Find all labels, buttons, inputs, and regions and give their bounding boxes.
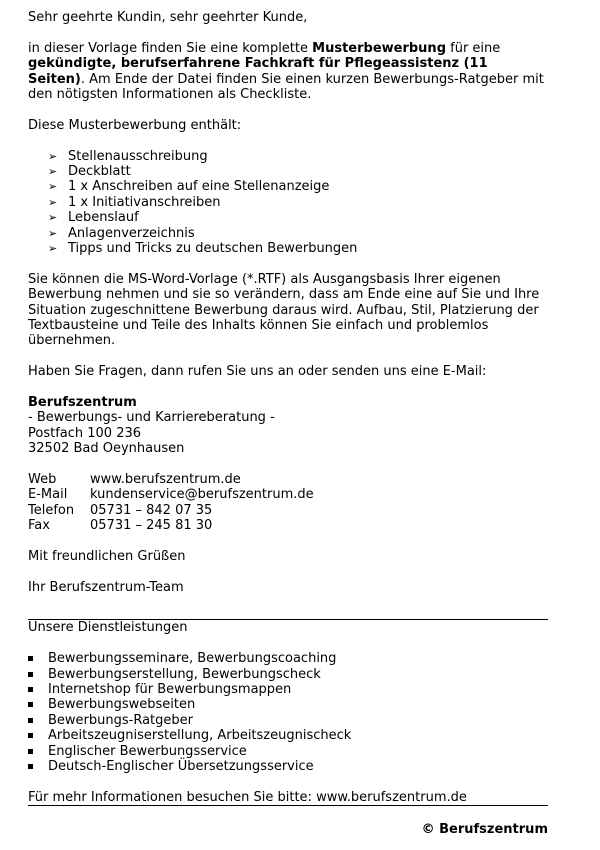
list-item: ➢ 1 x Anschreiben auf eine Stellenanzeige [48, 179, 330, 195]
services-list [28, 651, 548, 774]
fax-number: 05731 – 245 81 30 [90, 518, 213, 534]
contact-label: E-Mail [28, 487, 68, 503]
list-item: Bewerbungserstellung, Bewerbungscheck [28, 667, 548, 682]
contact-row-phone [28, 503, 548, 518]
more-info-line: Für mehr Informationen besuchen Sie bitte: www.berufszentrum.de [28, 789, 467, 805]
square-bullet-icon [28, 672, 33, 677]
square-bullet-icon [28, 656, 33, 661]
contact-row-web [28, 472, 548, 487]
square-bullet-icon [28, 718, 33, 723]
greeting: Sehr geehrte Kundin, sehr geehrter Kunde, [28, 10, 308, 25]
square-bullet-icon [28, 733, 33, 738]
arrow-bullet-icon: ➢ [48, 211, 58, 225]
list-item: Bewerbungsseminare, Bewerbungscoaching [28, 651, 548, 666]
arrow-bullet-icon: ➢ [48, 165, 58, 179]
contains-heading: Diese Musterbewerbung enthält: [28, 117, 242, 133]
contents-list [28, 149, 548, 257]
square-bullet-icon [28, 749, 33, 754]
list-item: Englischer Bewerbungsservice [28, 744, 548, 759]
document-page [28, 10, 548, 838]
intro-bold-1: Musterbewerbung [312, 40, 446, 56]
list-item: ➢ Lebenslauf [48, 210, 139, 226]
list-item: ➢ Stellenausschreibung [48, 148, 208, 164]
contact-block [28, 472, 548, 534]
list-item: ➢ Tipps und Tricks zu deutschen Bewerbungen [48, 241, 358, 257]
list-item: Internetshop für Bewerbungsmappen [28, 682, 548, 697]
intro-text-2: für eine [446, 40, 501, 56]
website-link[interactable]: www.berufszentrum.de [90, 472, 241, 488]
intro-text-3: . Am Ende der Datei finden Sie einen kurzen Bewerbungs-Ratgeber mit den nötigsten Informationen als Checkliste. [28, 71, 544, 103]
email-link[interactable]: kundenservice@berufszentrum.de [90, 487, 314, 503]
company-name: Berufszentrum [28, 395, 137, 411]
contact-row-email [28, 487, 548, 502]
square-bullet-icon [28, 687, 33, 692]
word-template-paragraph: Sie können die MS-Word-Vorlage (*.RTF) als Ausgangsbasis Ihrer eigenen Bewerbung nehmen und sie so verändern, dass am Ende eine auf Sie und Ihre Situation zugeschnittene Bewerbung daraus wird. Aufbau, Stil, Platzierung der Textbausteine und Teile des Inhalts können Sie einfach und problemlos übernehmen. [28, 271, 540, 349]
arrow-bullet-icon: ➢ [48, 149, 58, 163]
contact-label: Fax [28, 518, 50, 534]
signature: Ihr Berufszentrum-Team [28, 579, 184, 595]
address-block [28, 395, 548, 457]
contact-label: Web [28, 472, 57, 488]
phone-number: 05731 – 842 07 35 [90, 502, 213, 518]
list-item: Deutsch-Englischer Übersetzungsservice [28, 759, 548, 774]
list-item: ➢ 1 x Initiativanschreiben [48, 194, 221, 210]
square-bullet-icon [28, 702, 33, 707]
intro-paragraph [28, 41, 548, 103]
contact-row-fax [28, 518, 548, 533]
arrow-bullet-icon: ➢ [48, 226, 58, 240]
intro-bold-2: gekündigte, berufserfahrene Fachkraft für Pflegeassistenz (11 Seiten) [28, 56, 488, 87]
arrow-bullet-icon: ➢ [48, 180, 58, 194]
intro-text-1: in dieser Vorlage finden Sie eine komplette [28, 40, 313, 56]
postbox: Postfach 100 236 [28, 425, 142, 441]
contact-label: Telefon [28, 502, 75, 518]
city: 32502 Bad Oeynhausen [28, 441, 185, 457]
list-item: Bewerbungswebseiten [28, 697, 548, 712]
list-item: Arbeitszeugniserstellung, Arbeitszeugnischeck [28, 728, 548, 743]
services-heading: Unsere Dienstleistungen [28, 620, 188, 636]
square-bullet-icon [28, 764, 33, 769]
list-item: Bewerbungs-Ratgeber [28, 713, 548, 728]
list-item: ➢ Anlagenverzeichnis [48, 225, 195, 241]
list-item: ➢ Deckblatt [48, 164, 131, 180]
closing: Mit freundlichen Grüßen [28, 549, 186, 565]
arrow-bullet-icon: ➢ [48, 242, 58, 256]
copyright: © Berufszentrum [421, 822, 548, 838]
questions-line: Haben Sie Fragen, dann rufen Sie uns an oder senden uns eine E-Mail: [28, 364, 487, 380]
company-tagline: - Bewerbungs- und Karriereberatung - [28, 410, 275, 426]
arrow-bullet-icon: ➢ [48, 195, 58, 209]
